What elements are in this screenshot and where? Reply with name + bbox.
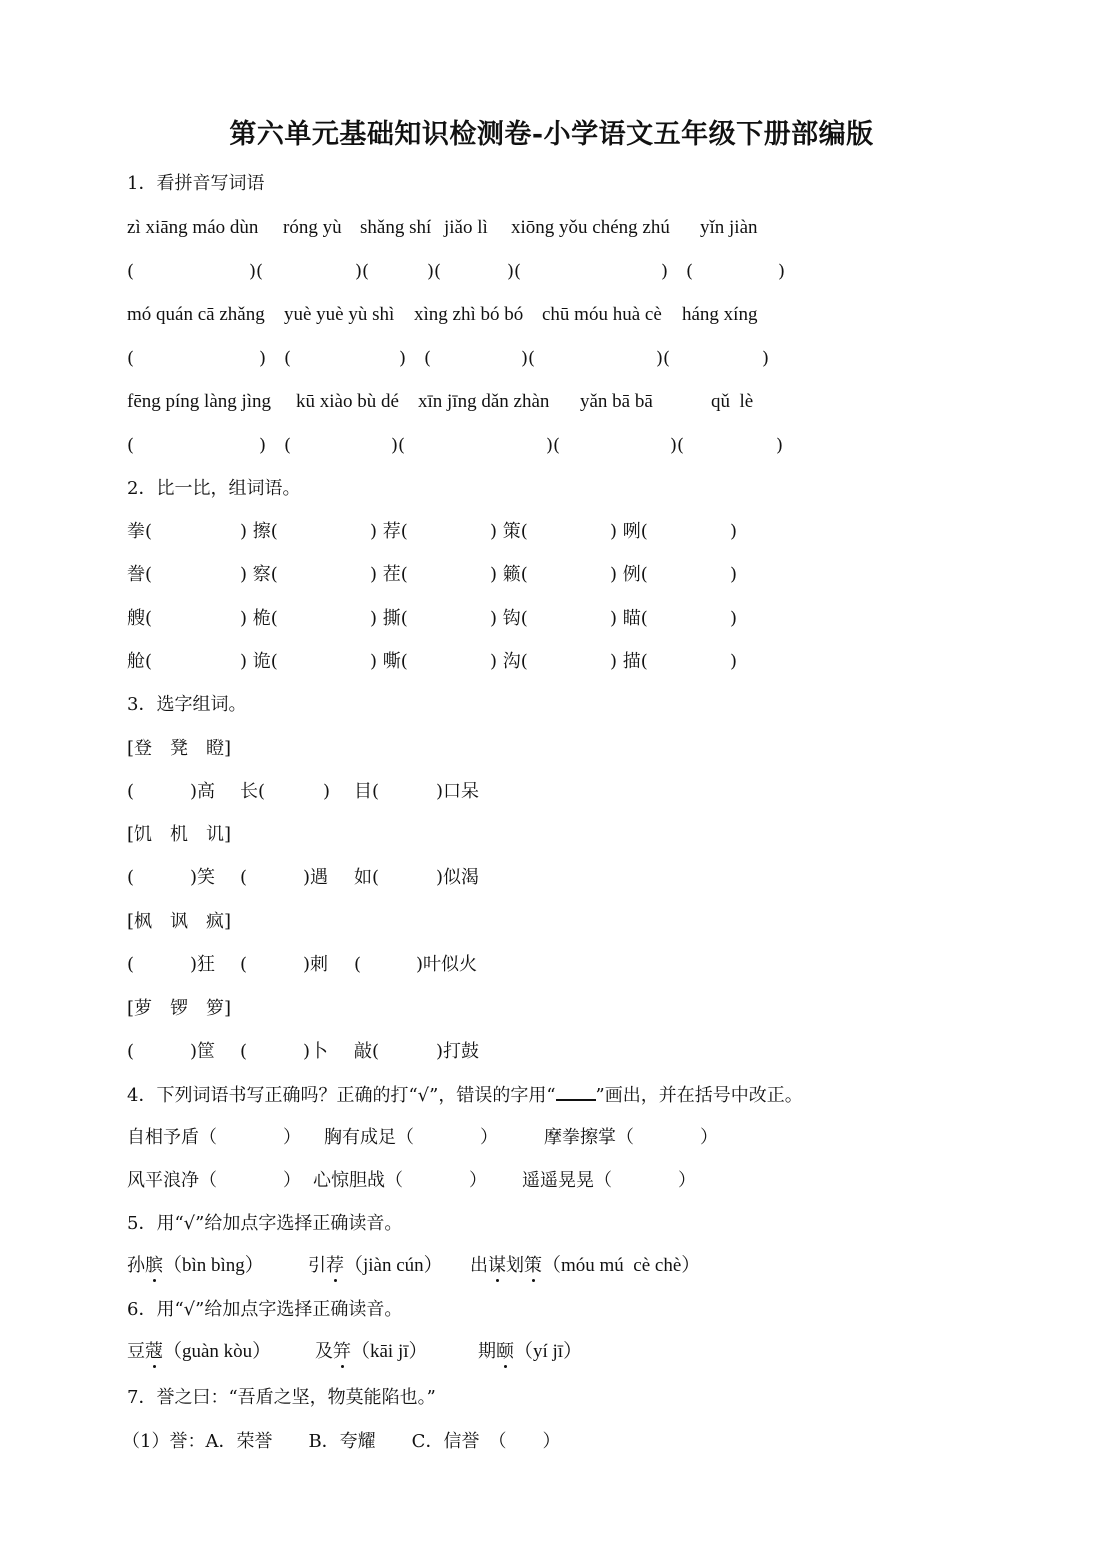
answer-blank[interactable]: )( (521, 348, 536, 369)
q6-heading: 6．用“√”给加点字选择正确读音。 (127, 1299, 403, 1320)
q3-heading: 3．选字组词。 (127, 694, 247, 715)
char: ) 诡( (240, 651, 278, 672)
word-item: ） (283, 1170, 301, 1191)
answer-blank[interactable]: ( (127, 435, 135, 456)
char: ) 擦( (240, 521, 278, 542)
pinyin: róng yù (283, 217, 342, 238)
char: 誊( (127, 564, 153, 585)
char: ) 桅( (240, 608, 278, 629)
char: ) 察( (240, 564, 278, 585)
reading-item: 孙膑（bìn bìng） (127, 1255, 264, 1276)
char: ) 撕( (370, 608, 408, 629)
blank: ( (240, 954, 248, 975)
reading-item: 出谋划策（móu mú cè chè） (470, 1255, 701, 1276)
char-options: [登 凳 瞪] (127, 738, 232, 759)
underline-mark (556, 1083, 596, 1101)
answer-blank[interactable]: ) ( (259, 435, 292, 456)
blank: ( (127, 867, 135, 888)
char: 舱( (127, 651, 153, 672)
word-item: 风平浪净（ (127, 1170, 217, 1191)
word-item: 心惊胆战（ (313, 1170, 403, 1191)
char: ) 咧( (610, 521, 648, 542)
char: ) (730, 521, 738, 542)
char: ) 茬( (370, 564, 408, 585)
blank-word: 目( (354, 781, 380, 802)
blank: ( (240, 867, 248, 888)
pinyin: xìng zhì bó bó (414, 304, 524, 325)
char: ) 策( (490, 521, 528, 542)
pinyin: chū móu huà cè (542, 304, 662, 325)
pinyin: yǎn bā bā (580, 391, 653, 412)
answer-blank[interactable]: )( (249, 261, 264, 282)
answer-blank[interactable]: )( (507, 261, 522, 282)
answer-blank[interactable]: ) (778, 261, 786, 282)
q1-heading: 1．看拼音写词语 (127, 173, 265, 194)
reading-item: 豆蔻（guàn kòu） (127, 1341, 272, 1362)
char: ) 例( (610, 564, 648, 585)
blank: ( (127, 954, 135, 975)
answer-blank[interactable]: ) ( (399, 348, 432, 369)
blank-word: )似渴 (436, 867, 480, 888)
q5-heading: 5．用“√”给加点字选择正确读音。 (127, 1213, 403, 1234)
q2-heading: 2．比一比，组词语。 (127, 478, 301, 499)
word-item: ） (283, 1127, 301, 1148)
char: ) 沟( (490, 651, 528, 672)
pinyin: yuè yuè yù shì (284, 304, 395, 325)
word-item: ） (700, 1127, 718, 1148)
pinyin: kū xiào bù dé (296, 391, 399, 412)
blank: ( (240, 1041, 248, 1062)
blank-word: )口呆 (436, 781, 480, 802)
blank: ( (127, 781, 135, 802)
blank-word: 如( (354, 867, 380, 888)
word-item: ） (678, 1170, 696, 1191)
word-item: 摩拳擦掌（ (544, 1127, 634, 1148)
reading-item: 期颐（yí jī） (478, 1341, 583, 1362)
char: ) 籁( (490, 564, 528, 585)
pinyin: xiōng yǒu chéng zhú (511, 217, 670, 238)
blank: ( (127, 1041, 135, 1062)
q7-heading: 7．誉之曰：“吾盾之坚，物莫能陷也。” (127, 1387, 436, 1408)
char-options: [枫 讽 疯] (127, 911, 232, 932)
pinyin: qǔ lè (711, 391, 754, 412)
blank-word: )筐 (190, 1041, 216, 1062)
pinyin: jiǎo lì (444, 217, 488, 238)
answer-blank[interactable]: ( (127, 348, 135, 369)
char: ) 瞄( (610, 608, 648, 629)
char: 艘( (127, 608, 153, 629)
blank-word: )笑 (190, 867, 216, 888)
pinyin: zì xiāng máo dùn (127, 217, 259, 238)
pinyin: mó quán cā zhǎng (127, 304, 265, 325)
blank-word: )刺 (303, 954, 329, 975)
char: ) 描( (610, 651, 648, 672)
pinyin: yǐn jiàn (700, 217, 758, 238)
blank-word: 长( (240, 781, 266, 802)
answer-blank[interactable]: )( (670, 435, 685, 456)
reading-item: 引荐（jiàn cún） (308, 1255, 443, 1276)
word-item: 遥遥晃晃（ (522, 1170, 612, 1191)
answer-blank[interactable]: ) ( (661, 261, 694, 282)
q4-heading: 4．下列词语书写正确吗？正确的打“√”，错误的字用“ ”画出，并在括号中改正。 (127, 1085, 803, 1106)
pinyin: shǎng shí (360, 217, 432, 238)
pinyin: xīn jīng dǎn zhàn (418, 391, 550, 412)
answer-blank[interactable]: ) (776, 435, 784, 456)
word-item: 胸有成足（ (324, 1127, 414, 1148)
answer-blank[interactable]: ) ( (259, 348, 292, 369)
char: ) 嘶( (370, 651, 408, 672)
answer-blank[interactable]: )( (656, 348, 671, 369)
blank-word: 敲( (354, 1041, 380, 1062)
char: 拳( (127, 521, 153, 542)
char: ) (730, 608, 738, 629)
blank-word: )叶似火 (416, 954, 478, 975)
char: ) (730, 564, 738, 585)
blank-word: )遇 (303, 867, 329, 888)
answer-blank[interactable]: ) (762, 348, 770, 369)
answer-blank[interactable]: )( (546, 435, 561, 456)
blank-word: )打鼓 (436, 1041, 480, 1062)
word-item: ） (469, 1170, 487, 1191)
answer-blank[interactable]: )( (427, 261, 442, 282)
reading-item: 及笄（kāi jī） (315, 1341, 428, 1362)
char-options: [萝 锣 箩] (127, 998, 232, 1019)
blank-word: )卜 (303, 1041, 329, 1062)
blank: ) (323, 781, 331, 802)
answer-blank[interactable]: )( (391, 435, 406, 456)
char: ) 钩( (490, 608, 528, 629)
word-item: 自相予盾（ (127, 1127, 217, 1148)
word-item: ） (480, 1127, 498, 1148)
blank-word: )高 (190, 781, 216, 802)
blank: ( (354, 954, 362, 975)
pinyin: háng xíng (682, 304, 758, 325)
pinyin: fēng píng làng jìng (127, 391, 272, 412)
char: ) (730, 651, 738, 672)
blank-word: )狂 (190, 954, 216, 975)
char-options: [饥 机 讥] (127, 824, 232, 845)
answer-blank[interactable]: )( (355, 261, 370, 282)
char: ) 荐( (370, 521, 408, 542)
page-title: 第六单元基础知识检测卷-小学语文五年级下册部编版 (229, 119, 874, 150)
q7-subquestion: （1）誉：A．荣誉 B．夸耀 C．信誉 （ ） (122, 1431, 561, 1452)
answer-blank[interactable]: ( (127, 261, 135, 282)
